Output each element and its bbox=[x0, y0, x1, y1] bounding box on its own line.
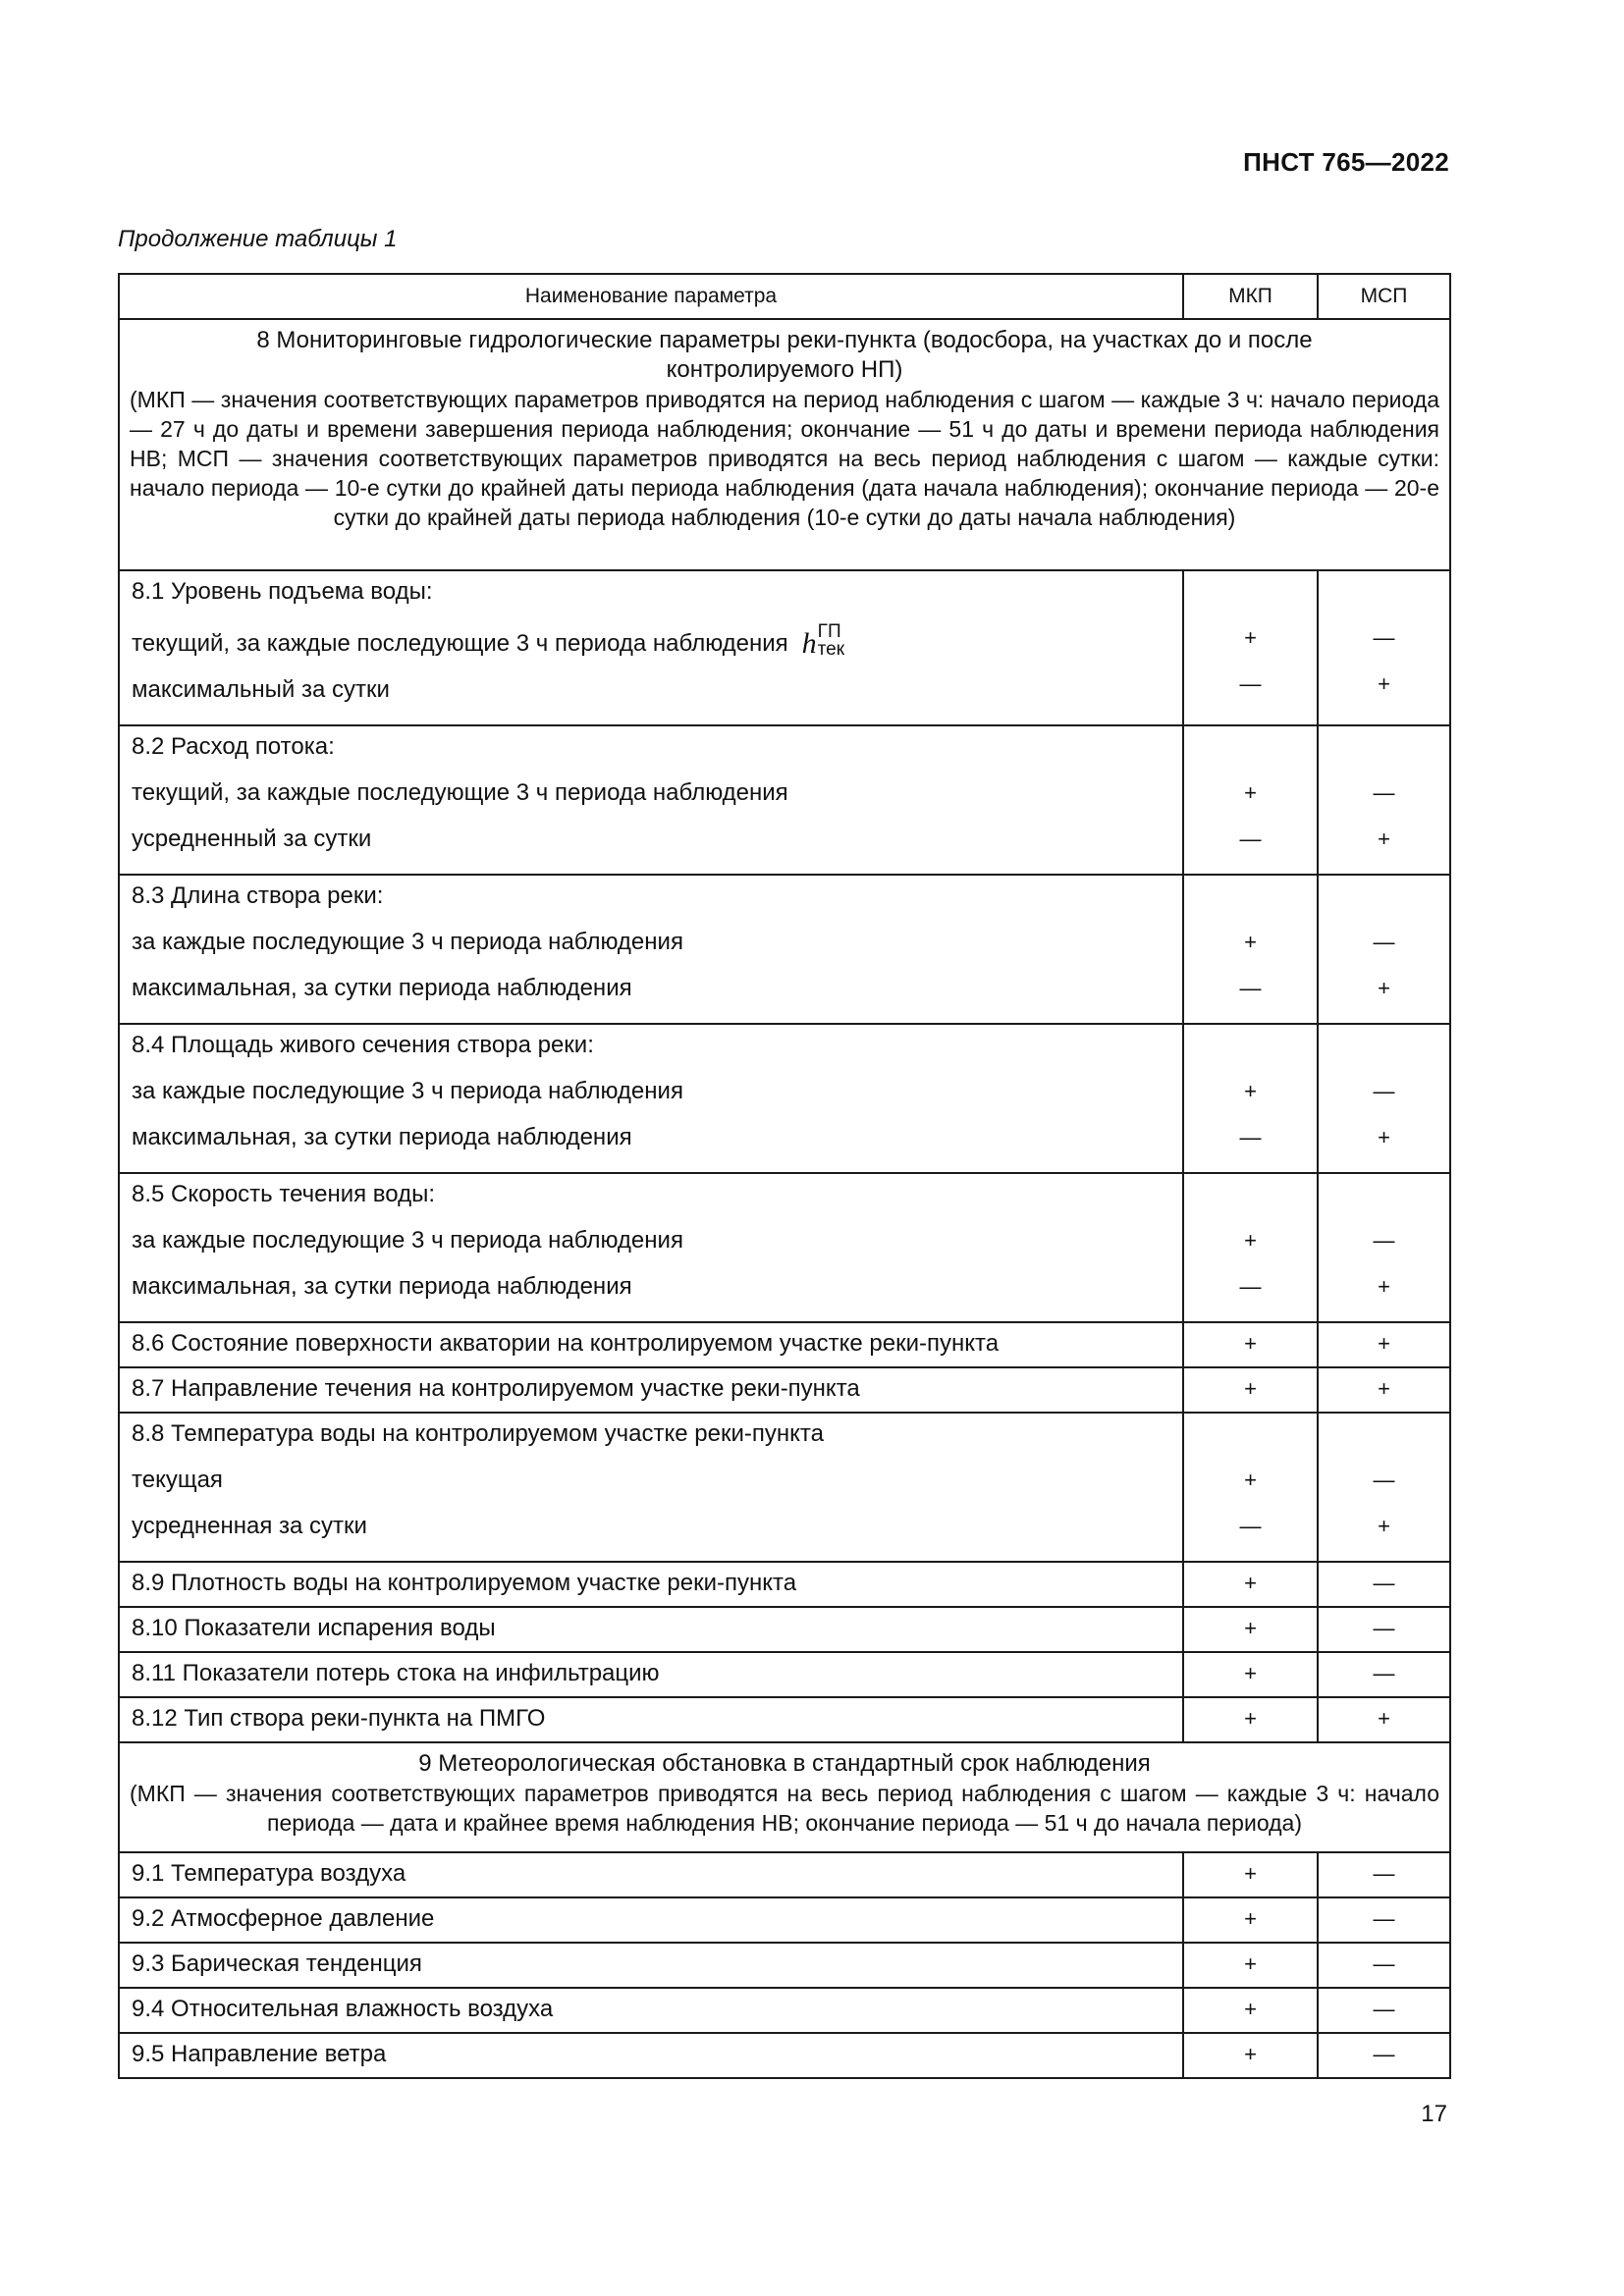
table-row bbox=[119, 1024, 1450, 1173]
mkp-value: + bbox=[1244, 1468, 1257, 1492]
param-title: 9.2 Атмосферное давление bbox=[132, 1905, 435, 1932]
param-title: 9.5 Направление ветра bbox=[132, 2041, 387, 2067]
param-name-cell bbox=[119, 1652, 1183, 1697]
parameters-table bbox=[118, 273, 1451, 2079]
param-subline: за каждые последующие 3 ч периода наблюдения bbox=[132, 929, 683, 955]
mkp-cell bbox=[1183, 1897, 1318, 1943]
mkp-cell bbox=[1183, 1943, 1318, 1988]
param-subline: за каждые последующие 3 ч периода наблюдения bbox=[132, 1078, 683, 1104]
table-row bbox=[119, 570, 1450, 725]
param-subline-text: текущий, за каждые последующие 3 ч периода наблюдения bbox=[132, 630, 788, 657]
column-header-mkp: МКП bbox=[1183, 274, 1318, 319]
mkp-value: — bbox=[1239, 671, 1262, 696]
msp-cell bbox=[1318, 570, 1450, 725]
mkp-value: + bbox=[1244, 1706, 1257, 1731]
param-title: 8.11 Показатели потерь стока на инфильтрацию bbox=[132, 1660, 660, 1686]
table-header-row bbox=[119, 274, 1450, 319]
param-name-cell bbox=[119, 875, 1183, 1024]
mkp-value: — bbox=[1239, 1514, 1262, 1538]
table-row bbox=[119, 1322, 1450, 1367]
msp-cell bbox=[1318, 1173, 1450, 1322]
table-row bbox=[119, 875, 1450, 1024]
param-name-cell bbox=[119, 2033, 1183, 2078]
msp-value: + bbox=[1378, 1274, 1390, 1299]
formula-superscript: ГП bbox=[817, 621, 841, 642]
section-8-cell bbox=[119, 319, 1450, 570]
param-name-cell bbox=[119, 1852, 1183, 1897]
document-code: ПНСТ 765—2022 bbox=[1243, 147, 1449, 177]
msp-value: — bbox=[1373, 1616, 1395, 1640]
table-row bbox=[119, 1943, 1450, 1988]
msp-cell bbox=[1318, 1562, 1450, 1607]
param-title: 9.4 Относительная влажность воздуха bbox=[132, 1996, 554, 2022]
mkp-cell bbox=[1183, 1988, 1318, 2033]
mkp-value: — bbox=[1239, 976, 1262, 1000]
mkp-value: + bbox=[1244, 1661, 1257, 1685]
param-title: 8.8 Температура воды на контролируемом участке реки-пункта bbox=[132, 1420, 824, 1447]
param-subline: усредненный за сутки bbox=[132, 826, 372, 852]
column-header-msp: МСП bbox=[1318, 274, 1450, 319]
msp-value: — bbox=[1373, 1906, 1395, 1931]
param-subline: максимальная, за сутки периода наблюдения bbox=[132, 975, 632, 1001]
param-subline: максимальная, за сутки периода наблюдения bbox=[132, 1124, 632, 1150]
msp-value: — bbox=[1373, 1079, 1395, 1103]
mkp-value: — bbox=[1239, 827, 1262, 851]
mkp-cell bbox=[1183, 1697, 1318, 1742]
table-row bbox=[119, 1897, 1450, 1943]
param-name-cell bbox=[119, 1322, 1183, 1367]
param-name-cell bbox=[119, 570, 1183, 725]
mkp-value: + bbox=[1244, 1906, 1257, 1931]
msp-value: + bbox=[1378, 1706, 1390, 1731]
table-row bbox=[119, 725, 1450, 875]
msp-value: — bbox=[1373, 625, 1395, 650]
mkp-value: + bbox=[1244, 930, 1257, 954]
param-name-cell bbox=[119, 725, 1183, 875]
msp-value: — bbox=[1373, 1571, 1395, 1595]
table-row bbox=[119, 1697, 1450, 1742]
mkp-value: + bbox=[1244, 1079, 1257, 1103]
msp-cell bbox=[1318, 2033, 1450, 2078]
msp-value: + bbox=[1378, 976, 1390, 1000]
mkp-cell bbox=[1183, 1173, 1318, 1322]
mkp-value: + bbox=[1244, 2042, 1257, 2066]
mkp-value: + bbox=[1244, 1331, 1257, 1356]
param-title: 8.1 Уровень подъема воды: bbox=[132, 578, 433, 605]
table-row bbox=[119, 1367, 1450, 1413]
section-8-heading-cont: контролируемого НП) bbox=[666, 356, 903, 383]
msp-value: — bbox=[1373, 780, 1395, 805]
section-8-heading: 8 Мониторинговые гидрологические параметры реки-пункта (водосбора, на участках до и после bbox=[256, 327, 1313, 353]
param-name-cell bbox=[119, 1607, 1183, 1652]
param-title: 8.12 Тип створа реки-пункта на ПМГО bbox=[132, 1705, 546, 1732]
mkp-value: + bbox=[1244, 1228, 1257, 1253]
param-subline: максимальный за сутки bbox=[132, 676, 390, 703]
mkp-cell bbox=[1183, 1367, 1318, 1413]
table-row bbox=[119, 1852, 1450, 1897]
param-title: 9.3 Барическая тенденция bbox=[132, 1950, 422, 1977]
param-subline: текущий, за каждые последующие 3 ч периода наблюдения bbox=[132, 779, 788, 806]
msp-value: — bbox=[1373, 2042, 1395, 2066]
msp-value: — bbox=[1373, 1661, 1395, 1685]
param-name-cell bbox=[119, 1943, 1183, 1988]
param-title: 8.7 Направление течения на контролируемом участке реки-пункта bbox=[132, 1375, 860, 1402]
mkp-value: + bbox=[1244, 780, 1257, 805]
msp-cell bbox=[1318, 725, 1450, 875]
section-9-note: (МКП — значения соответствующих параметров приводятся на весь период наблюдения с шагом — каждые 3 ч: начало периода — дата и крайнее время наблюдения НВ; окончание периода — 51 ч до начала периода) bbox=[130, 1781, 1439, 1836]
msp-cell bbox=[1318, 1367, 1450, 1413]
section-row bbox=[119, 1742, 1450, 1852]
msp-value: — bbox=[1373, 1951, 1395, 1976]
msp-cell bbox=[1318, 875, 1450, 1024]
mkp-cell bbox=[1183, 1607, 1318, 1652]
page-number: 17 bbox=[1421, 2101, 1447, 2127]
formula-base: h bbox=[801, 627, 817, 660]
mkp-cell bbox=[1183, 1652, 1318, 1697]
msp-value: — bbox=[1373, 1861, 1395, 1886]
mkp-value: + bbox=[1244, 1861, 1257, 1886]
section-9-cell bbox=[119, 1742, 1450, 1852]
msp-value: — bbox=[1373, 930, 1395, 954]
mkp-cell bbox=[1183, 1024, 1318, 1173]
msp-cell bbox=[1318, 1897, 1450, 1943]
section-8-note: (МКП — значения соответствующих параметров приводятся на период наблюдения с шагом — каждые 3 ч: начало периода — 27 ч до даты и времени завершения периода наблюдения; окончание — 51 ч до даты и времени периода наблюдения НВ; МСП — значения соответствующих параметров приводятся на весь период наблюдения с шагом — каждые сутки: начало периода — 10-е сутки до крайней даты периода наблюдения (дата начала наблюдения); окончание периода — 20-е сутки до крайней даты периода наблюдения (10-е сутки до даты начала наблюдения) bbox=[130, 387, 1439, 530]
param-subline: усредненная за сутки bbox=[132, 1513, 367, 1539]
msp-value: — bbox=[1373, 1997, 1395, 2021]
table-continuation-caption: Продолжение таблицы 1 bbox=[118, 226, 398, 252]
param-name-cell bbox=[119, 1697, 1183, 1742]
symbol-formula bbox=[802, 623, 844, 659]
mkp-value: + bbox=[1244, 625, 1257, 650]
table-row bbox=[119, 1652, 1450, 1697]
param-subline bbox=[132, 623, 1170, 659]
param-subline: за каждые последующие 3 ч периода наблюдения bbox=[132, 1227, 683, 1254]
section-9-heading: 9 Метеорологическая обстановка в стандартный срок наблюдения bbox=[418, 1750, 1151, 1777]
msp-cell bbox=[1318, 1852, 1450, 1897]
column-header-name: Наименование параметра bbox=[119, 274, 1183, 319]
param-name-cell bbox=[119, 1413, 1183, 1562]
mkp-value: — bbox=[1239, 1274, 1262, 1299]
param-subline: текущая bbox=[132, 1467, 223, 1493]
param-title: 9.1 Температура воздуха bbox=[132, 1860, 406, 1887]
table-row bbox=[119, 1988, 1450, 2033]
param-name-cell bbox=[119, 1897, 1183, 1943]
mkp-cell bbox=[1183, 1562, 1318, 1607]
msp-cell bbox=[1318, 1988, 1450, 2033]
table-row bbox=[119, 1607, 1450, 1652]
msp-cell bbox=[1318, 1697, 1450, 1742]
param-title: 8.6 Состояние поверхности акватории на контролируемом участке реки-пункта bbox=[132, 1330, 1000, 1357]
mkp-cell bbox=[1183, 875, 1318, 1024]
msp-value: + bbox=[1378, 671, 1390, 696]
param-title: 8.9 Плотность воды на контролируемом участке реки-пункта bbox=[132, 1570, 797, 1596]
mkp-value: + bbox=[1244, 1951, 1257, 1976]
param-title: 8.2 Расход потока: bbox=[132, 733, 335, 760]
formula-subscript: тек bbox=[817, 639, 845, 660]
param-name-cell bbox=[119, 1562, 1183, 1607]
msp-value: — bbox=[1373, 1468, 1395, 1492]
msp-cell bbox=[1318, 1322, 1450, 1367]
msp-cell bbox=[1318, 1943, 1450, 1988]
msp-value: + bbox=[1378, 1514, 1390, 1538]
mkp-value: + bbox=[1244, 1571, 1257, 1595]
msp-cell bbox=[1318, 1607, 1450, 1652]
param-name-cell bbox=[119, 1173, 1183, 1322]
mkp-cell bbox=[1183, 725, 1318, 875]
mkp-value: + bbox=[1244, 1997, 1257, 2021]
mkp-cell bbox=[1183, 2033, 1318, 2078]
param-title: 8.3 Длина створа реки: bbox=[132, 882, 384, 909]
param-title: 8.4 Площадь живого сечения створа реки: bbox=[132, 1032, 594, 1058]
msp-value: + bbox=[1378, 1125, 1390, 1149]
msp-cell bbox=[1318, 1024, 1450, 1173]
msp-value: + bbox=[1378, 827, 1390, 851]
param-subline: максимальная, за сутки периода наблюдения bbox=[132, 1273, 632, 1300]
mkp-cell bbox=[1183, 570, 1318, 725]
param-title: 8.10 Показатели испарения воды bbox=[132, 1615, 496, 1641]
param-name-cell bbox=[119, 1024, 1183, 1173]
param-name-cell bbox=[119, 1988, 1183, 2033]
param-name-cell bbox=[119, 1367, 1183, 1413]
mkp-cell bbox=[1183, 1413, 1318, 1562]
table-row bbox=[119, 1173, 1450, 1322]
table-row bbox=[119, 1562, 1450, 1607]
mkp-value: + bbox=[1244, 1376, 1257, 1401]
msp-value: — bbox=[1373, 1228, 1395, 1253]
table-row bbox=[119, 2033, 1450, 2078]
mkp-cell bbox=[1183, 1322, 1318, 1367]
mkp-value: + bbox=[1244, 1616, 1257, 1640]
msp-cell bbox=[1318, 1413, 1450, 1562]
msp-value: + bbox=[1378, 1376, 1390, 1401]
param-title: 8.5 Скорость течения воды: bbox=[132, 1181, 436, 1207]
msp-value: + bbox=[1378, 1331, 1390, 1356]
section-row bbox=[119, 319, 1450, 570]
mkp-value: — bbox=[1239, 1125, 1262, 1149]
table-row bbox=[119, 1413, 1450, 1562]
mkp-cell bbox=[1183, 1852, 1318, 1897]
msp-cell bbox=[1318, 1652, 1450, 1697]
